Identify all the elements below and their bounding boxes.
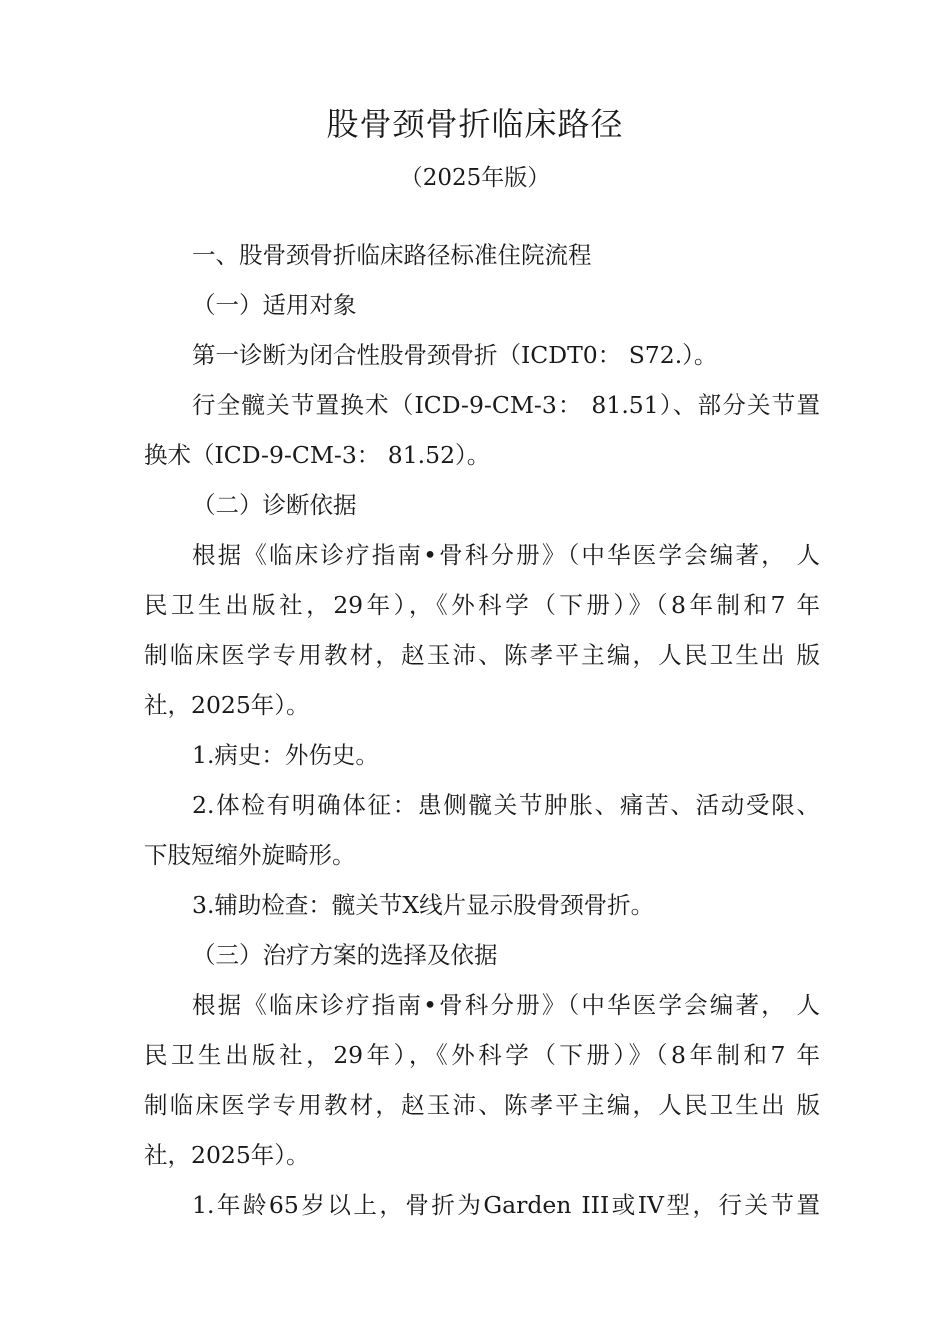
body-line: 行全髋关节置换术（ICD-9-CM-3： 81.51）、部分关节置: [192, 391, 820, 419]
document-edition: （2025年版）: [399, 165, 551, 191]
body-line: 换术（ICD-9-CM-3： 81.52）。: [144, 441, 491, 469]
body-line: （二）诊断依据: [192, 491, 357, 519]
body-line: 第一诊断为闭合性股骨颈骨折（ICDT0： S72.）。: [192, 341, 718, 369]
body-line: 根据《临床诊疗指南•骨科分册》（中华医学会编著， 人: [192, 991, 820, 1019]
body-line: （一）适用对象: [192, 291, 357, 319]
document-body: [144, 230, 820, 1230]
body-line: 一、股骨颈骨折临床路径标准住院流程: [192, 241, 592, 269]
body-line: 制临床医学专用教材，赵玉沛、陈孝平主编，人民卫生出 版: [144, 1091, 820, 1119]
body-line: 制临床医学专用教材，赵玉沛、陈孝平主编，人民卫生出 版: [144, 641, 820, 669]
document-title: 股骨颈骨折临床路径: [326, 105, 624, 143]
body-line: 1.年龄65岁以上，骨折为Garden III或IV型，行关节置: [192, 1191, 820, 1219]
body-line: 社，2025年）。: [144, 1141, 310, 1169]
body-line: 民卫生出版社，29年），《外科学（下册）》（8年制和7 年: [144, 591, 820, 619]
body-line: 2.体检有明确体征：患侧髋关节肿胀、痛苦、活动受限、: [192, 791, 820, 819]
body-line: 3.辅助检查：髋关节X线片显示股骨颈骨折。: [192, 891, 655, 919]
body-line: 民卫生出版社，29年），《外科学（下册）》（8年制和7 年: [144, 1041, 820, 1069]
body-line: 社，2025年）。: [144, 691, 310, 719]
body-line: 1.病史：外伤史。: [192, 741, 379, 769]
body-line: 根据《临床诊疗指南•骨科分册》（中华医学会编著， 人: [192, 541, 820, 569]
body-line: （三）治疗方案的选择及依据: [192, 941, 498, 969]
body-line: 下肢短缩外旋畸形。: [144, 841, 356, 869]
